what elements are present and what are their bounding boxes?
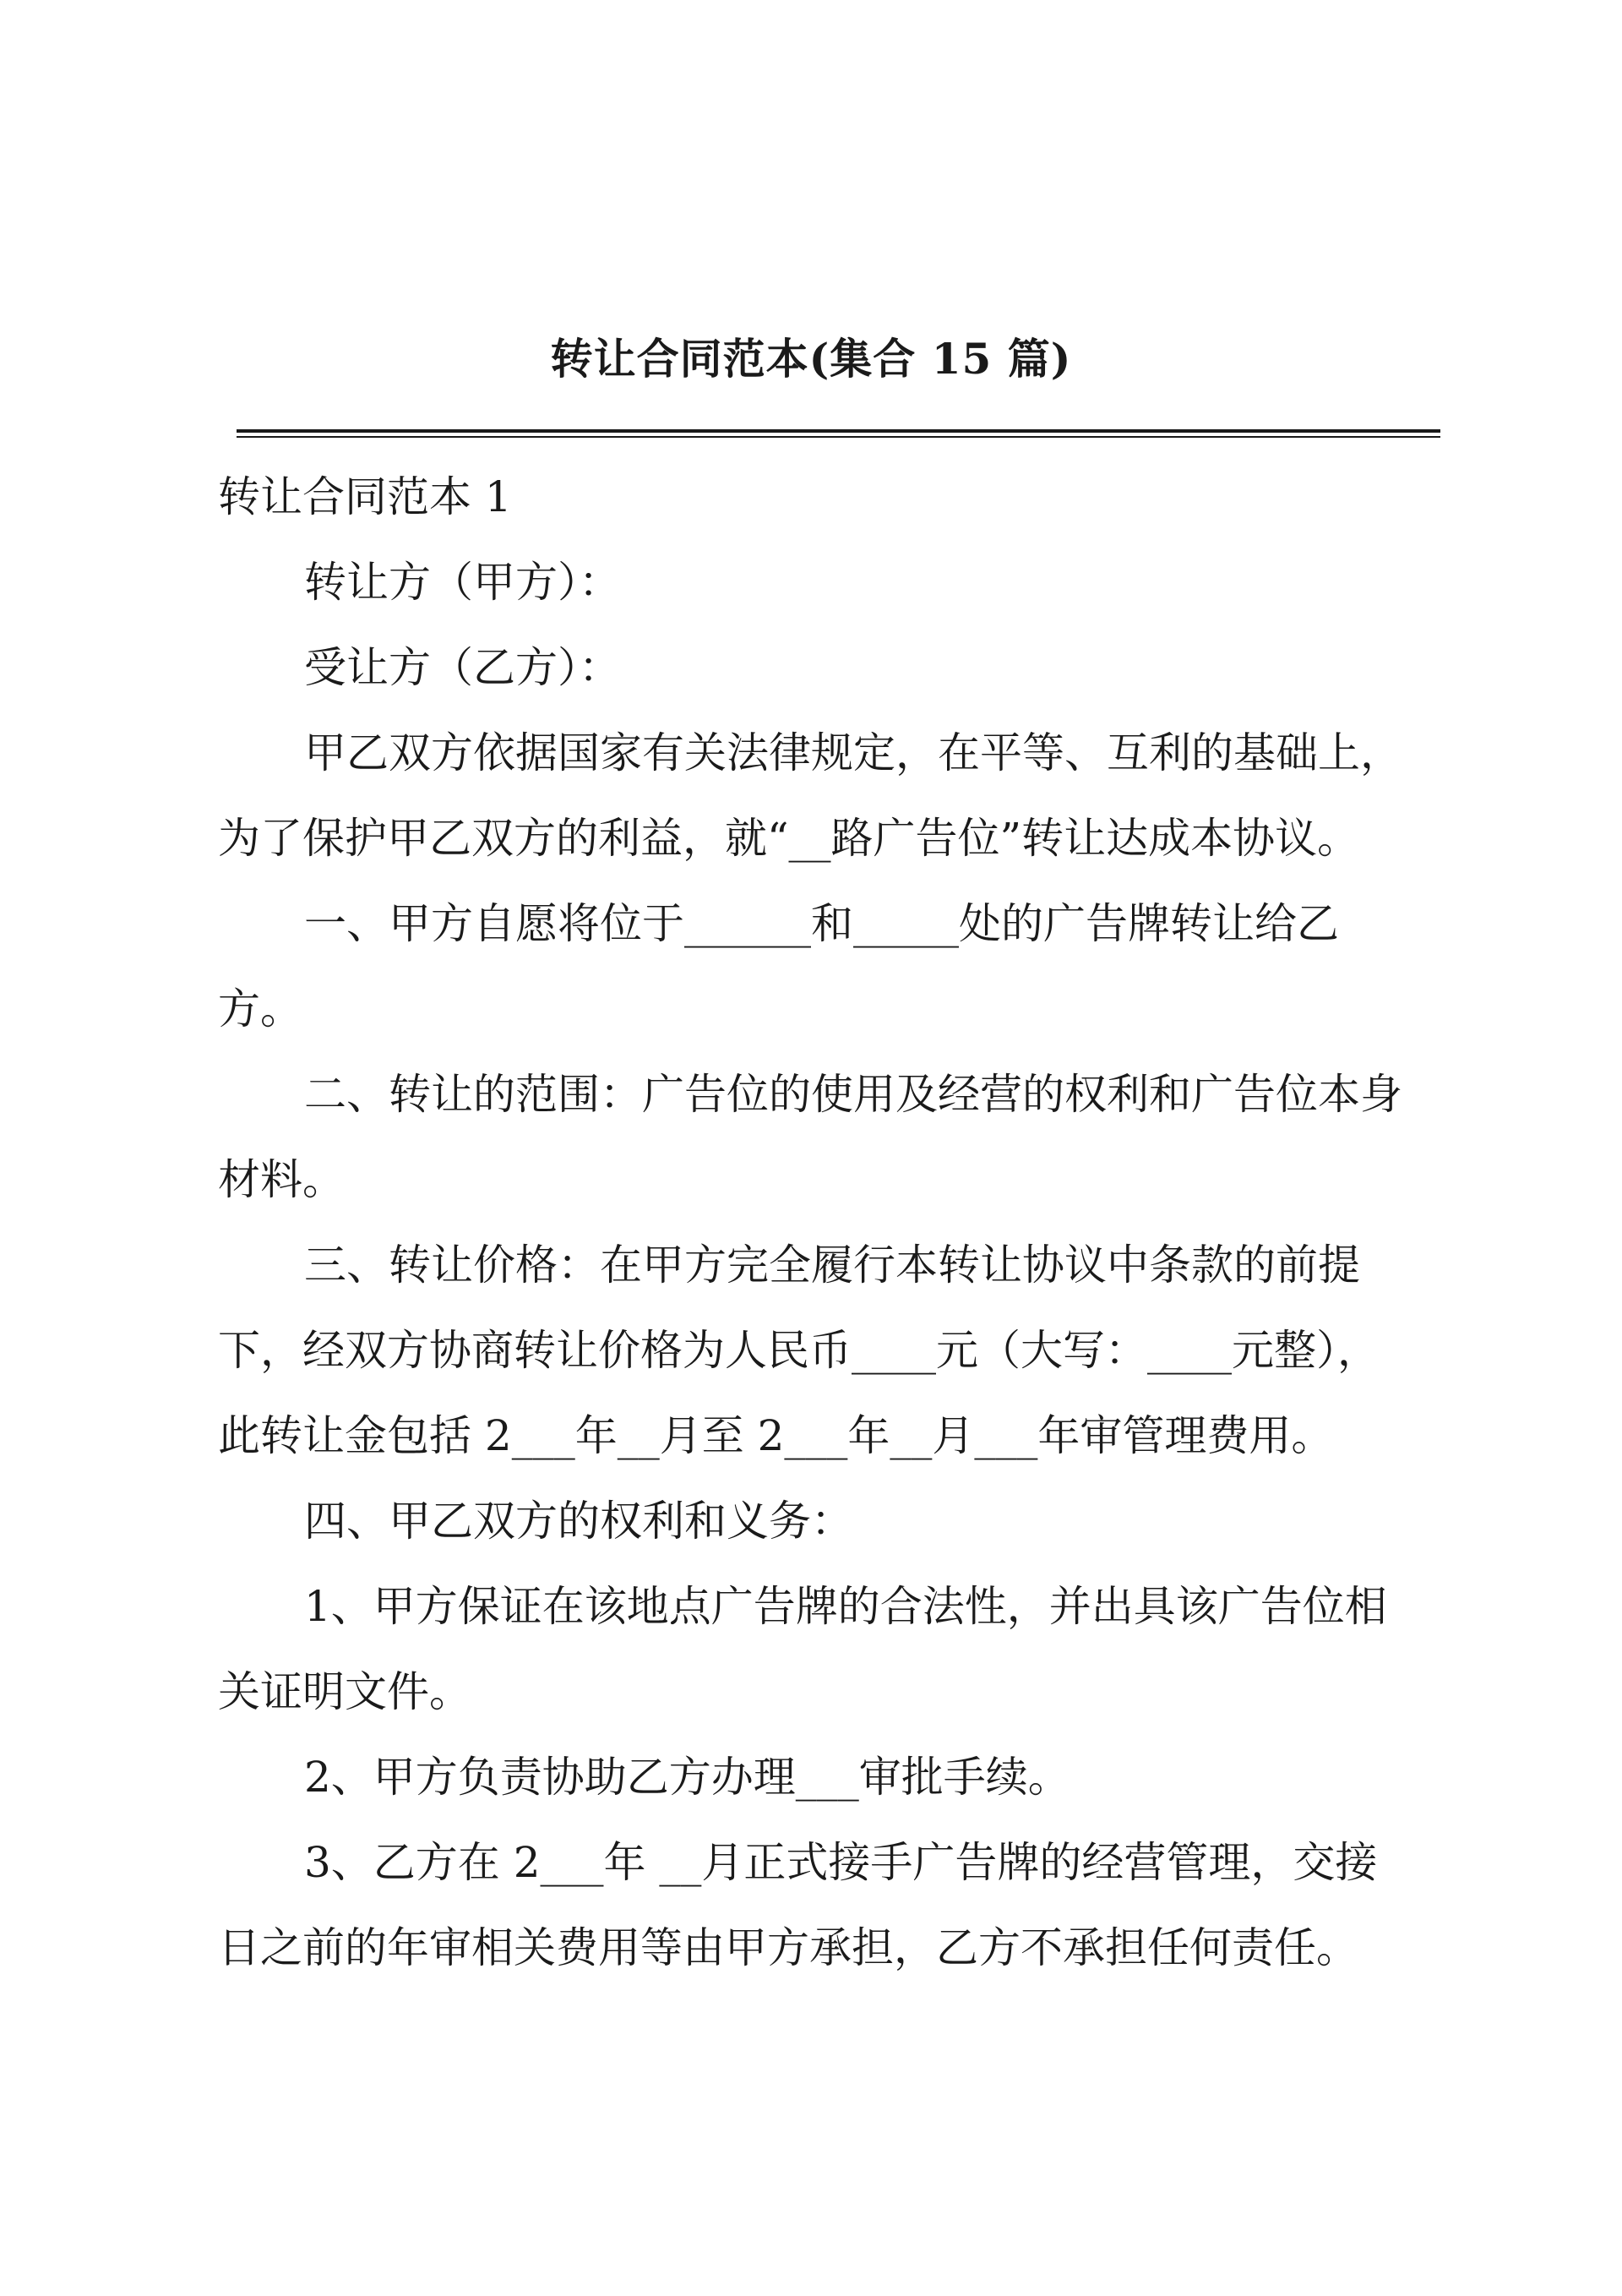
clause-2-line: 二、转让的范围：广告位的使用及经营的权利和广告位本身 [304, 1070, 1402, 1119]
sub-clause-3-line: 日之前的年审相关费用等由甲方承担，乙方不承担任何责任。 [218, 1923, 1358, 1972]
sub-clause-2-line: 2、甲方负责协助乙方办理___审批手续。 [304, 1753, 1070, 1802]
clause-4-heading: 四、甲乙双方的权利和义务： [304, 1497, 853, 1546]
document-body [218, 465, 1443, 2001]
party-a-line: 转让方（甲方）： [304, 558, 621, 607]
clause-1-line: 方。 [218, 984, 302, 1033]
section-heading: 转让合同范本 1 [218, 472, 512, 521]
clause-2-line: 材料。 [218, 1155, 345, 1204]
sub-clause-3-line: 3、乙方在 2___年 __月正式接手广告牌的经营管理，交接 [304, 1838, 1378, 1887]
clause-3-line: 此转让金包括 2___年__月至 2___年__月___年审管理费用。 [218, 1411, 1334, 1460]
party-b-line: 受让方（乙方）： [304, 643, 621, 692]
clause-3-line: 三、转让价格：在甲方完全履行本转让协议中条款的前提 [304, 1241, 1360, 1290]
title-rule-thin [237, 436, 1440, 438]
document-title: 转让合同范本(集合 15 篇) [550, 334, 1072, 384]
clause-1-line: 一、甲方自愿将位于______和_____处的广告牌转让给乙 [304, 899, 1339, 948]
paragraph-line: 为了保护甲乙双方的利益，就“__路广告位”转让达成本协议。 [218, 814, 1360, 863]
clause-3-line: 下，经双方协商转让价格为人民币____元（大写：____元整）， [218, 1326, 1380, 1375]
sub-clause-1-line: 1、甲方保证在该地点广告牌的合法性，并出具该广告位相 [304, 1582, 1387, 1631]
sub-clause-1-line: 关证明文件。 [218, 1667, 471, 1716]
paragraph-line: 甲乙双方依据国家有关法律规定，在平等、互利的基础上， [304, 728, 1402, 777]
title-rule-thick [237, 429, 1440, 433]
